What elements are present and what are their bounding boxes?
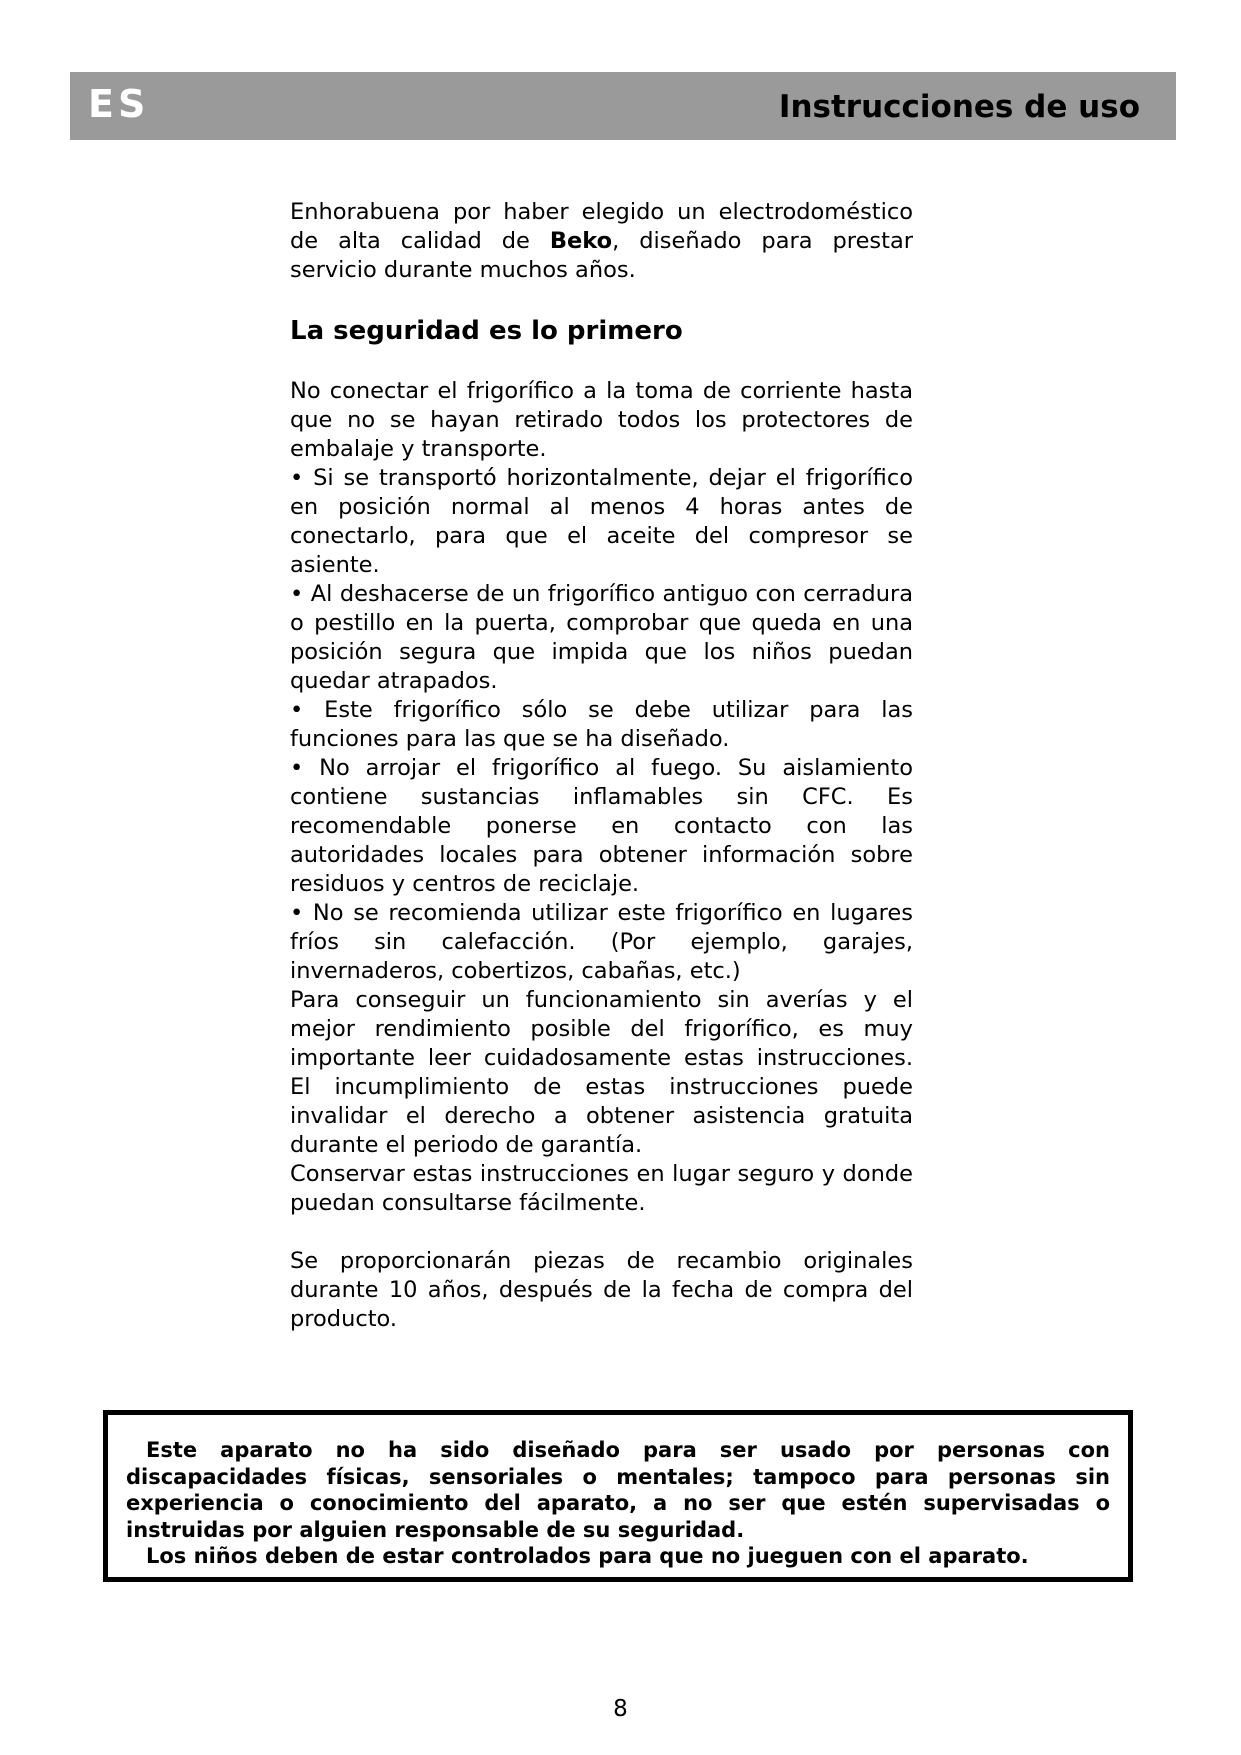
header-bar — [70, 72, 1176, 140]
warning-text-children: Los niños deben de estar controlados para que no jueguen con el aparato. — [146, 1544, 1029, 1568]
safety-bullet-disposal-lock: • Al deshacerse de un frigorífico antiguo con cerradura o pestillo en la puerta, comprobar que queda en una posición segura que impida que los niños puedan quedar atrapados. — [290, 581, 913, 694]
intro-paragraph — [290, 198, 913, 285]
language-code: ES — [88, 82, 150, 126]
safety-bullet-cold-places: • No se recomienda utilizar este frigorífico en lugares fríos sin calefacción. (Por ejemplo, garajes, invernaderos, cobertizos, cabañas, etc.) — [290, 900, 913, 984]
safety-bullet-fire: • No arrojar el frigorífico al fuego. Su aislamiento contiene sustancias inflamables sin CFC. Es recomendable ponerse en contacto con las autoridades locales para obtener información sobre residuos y centros de reciclaje. — [290, 755, 913, 897]
instructions-importance-paragraph: Para conseguir un funcionamiento sin averías y el mejor rendimiento posible del frigorífico, es muy importante leer cuidadosamente estas instrucciones. El incumplimiento de estas instrucciones puede invalidar el derecho a obtener asistencia gratuita durante el periodo de garantía. — [290, 987, 913, 1158]
section-title: La seguridad es lo primero — [290, 316, 683, 346]
keep-instructions-paragraph: Conservar estas instrucciones en lugar seguro y donde puedan consultarse fácilmente. — [290, 1161, 913, 1216]
brand-name: Beko — [549, 228, 613, 254]
warning-box — [103, 1410, 1133, 1582]
intro-text-after: , diseñado para prestar servicio durante muchos años. — [290, 228, 913, 283]
main-content — [290, 198, 913, 1334]
safety-paragraph-packaging: No conectar el frigorífico a la toma de corriente hasta que no se hayan retirado todos los protectores de embalaje y transporte. — [290, 378, 913, 462]
safety-bullet-intended-use: • Este frigorífico sólo se debe utilizar para las funciones para las que se ha diseñado. — [290, 697, 913, 752]
page-header-title: Instrucciones de uso — [778, 89, 1140, 125]
spacer — [290, 1218, 913, 1247]
intro-text-before: Enhorabuena por haber elegido un electrodoméstico de alta calidad de — [290, 199, 913, 254]
warning-text-disabilities: Este aparato no ha sido diseñado para ser usado por personas con discapacidades físicas, sensoriales o mentales; tampoco para personas sin experiencia o conocimiento del aparato, a no ser que estén supervisadas o instruidas por alguien responsable de su seguridad. — [126, 1438, 1110, 1542]
spare-parts-paragraph: Se proporcionarán piezas de recambio originales durante 10 años, después de la fecha de compra del producto. — [290, 1248, 913, 1332]
safety-bullet-transport: • Si se transportó horizontalmente, dejar el frigorífico en posición normal al menos 4 horas antes de conectarlo, para que el aceite del compresor se asiente. — [290, 465, 913, 578]
page-number: 8 — [613, 1696, 628, 1722]
